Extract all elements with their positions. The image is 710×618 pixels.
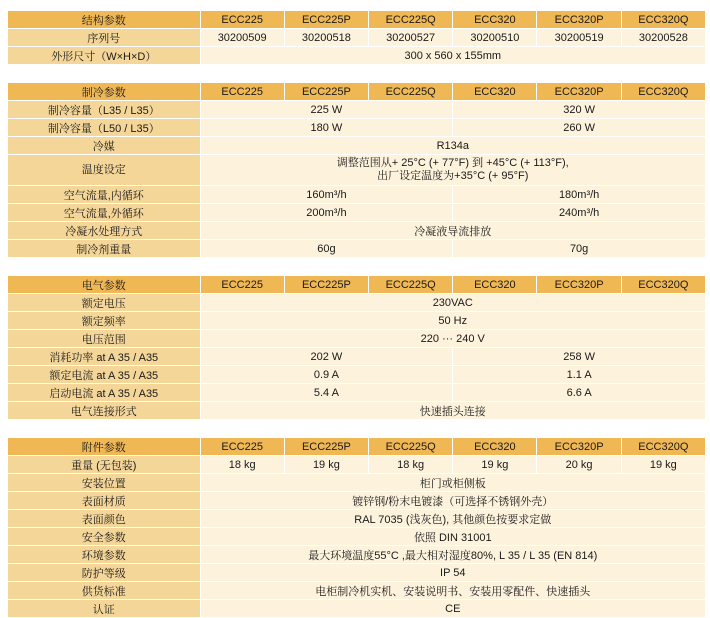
dimensions-value: 300 x 560 x 155mm	[201, 47, 706, 65]
serial-row	[8, 29, 706, 47]
refrigerant-row	[8, 137, 706, 155]
supply-label: 供货标准	[8, 582, 201, 600]
weight-label: 重量 (无包装)	[8, 456, 201, 474]
safety-row	[8, 528, 706, 546]
capacity-l50-225: 180 W	[201, 119, 454, 137]
environment-row	[8, 546, 706, 564]
model-header: ECC225P	[285, 276, 369, 294]
current-row	[8, 366, 706, 384]
serial-value: 30200509	[201, 29, 285, 47]
weight-value: 19 kg	[285, 456, 369, 474]
charge-225: 60g	[201, 240, 454, 258]
structure-title: 结构参数	[8, 11, 201, 29]
voltage-range-label: 电压范围	[8, 330, 201, 348]
power-row	[8, 348, 706, 366]
model-header: ECC320	[453, 276, 537, 294]
model-header: ECC225Q	[369, 11, 453, 29]
electrical-title: 电气参数	[8, 276, 201, 294]
serial-value: 30200527	[369, 29, 453, 47]
model-header: ECC320Q	[622, 11, 706, 29]
material-row	[8, 492, 706, 510]
refrigerant-label: 冷媒	[8, 137, 201, 155]
serial-value: 30200518	[285, 29, 369, 47]
cooling-header-row	[8, 83, 706, 101]
color-label: 表面颜色	[8, 510, 201, 528]
frequency-row	[8, 312, 706, 330]
frequency-value: 50 Hz	[201, 312, 706, 330]
start-current-225: 5.4 A	[201, 384, 454, 402]
protection-value: IP 54	[201, 564, 706, 582]
power-225: 202 W	[201, 348, 454, 366]
connection-value: 快速插头连接	[201, 402, 706, 420]
accessories-header-row	[8, 438, 706, 456]
weight-value: 19 kg	[622, 456, 706, 474]
electrical-header-row	[8, 276, 706, 294]
safety-value: 依照 DIN 31001	[201, 528, 706, 546]
electrical-table	[8, 276, 706, 420]
weight-value: 18 kg	[369, 456, 453, 474]
voltage-label: 额定电压	[8, 294, 201, 312]
start-current-label: 启动电流 at A 35 / A35	[8, 384, 201, 402]
model-header: ECC320Q	[622, 83, 706, 101]
weight-value: 19 kg	[453, 456, 537, 474]
model-header: ECC320	[453, 83, 537, 101]
certification-value: CE	[201, 600, 706, 618]
charge-320: 70g	[453, 240, 706, 258]
refrigerant-value: R134a	[201, 137, 706, 155]
model-header: ECC225P	[285, 11, 369, 29]
power-label: 消耗功率 at A 35 / A35	[8, 348, 201, 366]
environment-label: 环境参数	[8, 546, 201, 564]
capacity-l50-row	[8, 119, 706, 137]
serial-value: 30200510	[453, 29, 537, 47]
airflow-external-225: 200m³/h	[201, 204, 454, 222]
charge-row	[8, 240, 706, 258]
serial-label: 序列号	[8, 29, 201, 47]
power-320: 258 W	[453, 348, 706, 366]
install-value: 柜门或柜侧板	[201, 474, 706, 492]
capacity-l50-label: 制冷容量（L50 / L35）	[8, 119, 201, 137]
dimensions-row	[8, 47, 706, 65]
temperature-label: 温度设定	[8, 155, 201, 186]
dimensions-label: 外形尺寸（W×H×D）	[8, 47, 201, 65]
model-header: ECC320	[453, 11, 537, 29]
model-header: ECC320P	[537, 438, 621, 456]
temperature-range-text: 调整范围从+ 25°C (+ 77°F) 到 +45°C (+ 113°F),	[336, 157, 569, 169]
supply-row	[8, 582, 706, 600]
serial-value: 30200519	[537, 29, 621, 47]
airflow-external-row	[8, 204, 706, 222]
current-225: 0.9 A	[201, 366, 454, 384]
protection-label: 防护等级	[8, 564, 201, 582]
certification-label: 认证	[8, 600, 201, 618]
connection-row	[8, 402, 706, 420]
current-320: 1.1 A	[453, 366, 706, 384]
capacity-l35-320: 320 W	[453, 101, 706, 119]
start-current-320: 6.6 A	[453, 384, 706, 402]
airflow-internal-row	[8, 186, 706, 204]
accessories-title: 附件参数	[8, 438, 201, 456]
model-header: ECC225	[201, 438, 285, 456]
weight-row	[8, 456, 706, 474]
supply-value: 电柜制冷机实机、安装说明书、安装用零配件、快速插头	[201, 582, 706, 600]
color-value: RAL 7035 (浅灰色), 其他颜色按要求定做	[201, 510, 706, 528]
model-header: ECC225P	[285, 438, 369, 456]
airflow-external-320: 240m³/h	[453, 204, 706, 222]
connection-label: 电气连接形式	[8, 402, 201, 420]
cooling-table	[8, 83, 706, 258]
capacity-l35-225: 225 W	[201, 101, 454, 119]
material-value: 镀锌钢/粉末电镀漆（可选择不锈钢外壳）	[201, 492, 706, 510]
model-header: ECC225Q	[369, 276, 453, 294]
model-header: ECC320Q	[622, 276, 706, 294]
material-label: 表面材质	[8, 492, 201, 510]
condensate-value: 冷凝液导流排放	[201, 222, 706, 240]
cooling-title: 制冷参数	[8, 83, 201, 101]
model-header: ECC320P	[537, 83, 621, 101]
current-label: 额定电流 at A 35 / A35	[8, 366, 201, 384]
model-header: ECC320P	[537, 276, 621, 294]
capacity-l50-320: 260 W	[453, 119, 706, 137]
environment-value: 最大环境温度55°C ,最大相对湿度80%, L 35 / L 35 (EN 814)	[201, 546, 706, 564]
model-header: ECC225	[201, 276, 285, 294]
voltage-value: 230VAC	[201, 294, 706, 312]
color-row	[8, 510, 706, 528]
protection-row	[8, 564, 706, 582]
model-header: ECC320	[453, 438, 537, 456]
serial-value: 30200528	[622, 29, 706, 47]
capacity-l35-label: 制冷容量（L35 / L35）	[8, 101, 201, 119]
weight-value: 18 kg	[201, 456, 285, 474]
install-label: 安装位置	[8, 474, 201, 492]
condensate-row	[8, 222, 706, 240]
model-header: ECC320P	[537, 11, 621, 29]
model-header: ECC320Q	[622, 438, 706, 456]
voltage-row	[8, 294, 706, 312]
model-header: ECC225	[201, 11, 285, 29]
frequency-label: 额定频率	[8, 312, 201, 330]
capacity-l35-row	[8, 101, 706, 119]
temperature-value	[201, 155, 706, 186]
model-header: ECC225Q	[369, 438, 453, 456]
model-header: ECC225Q	[369, 83, 453, 101]
condensate-label: 冷凝水处理方式	[8, 222, 201, 240]
voltage-range-row	[8, 330, 706, 348]
airflow-internal-320: 180m³/h	[453, 186, 706, 204]
charge-label: 制冷剂重量	[8, 240, 201, 258]
structure-table	[8, 11, 706, 65]
airflow-internal-label: 空气流量,内循环	[8, 186, 201, 204]
certification-row	[8, 600, 706, 618]
temperature-row	[8, 155, 706, 186]
temperature-default-text: 出厂设定温度为+35°C (+ 95°F)	[377, 170, 529, 182]
model-header: ECC225	[201, 83, 285, 101]
structure-header-row	[8, 11, 706, 29]
accessories-table	[8, 438, 706, 618]
voltage-range-value: 220 ··· 240 V	[201, 330, 706, 348]
airflow-external-label: 空气流量,外循环	[8, 204, 201, 222]
start-current-row	[8, 384, 706, 402]
weight-value: 20 kg	[537, 456, 621, 474]
install-row	[8, 474, 706, 492]
airflow-internal-225: 160m³/h	[201, 186, 454, 204]
model-header: ECC225P	[285, 83, 369, 101]
safety-label: 安全参数	[8, 528, 201, 546]
